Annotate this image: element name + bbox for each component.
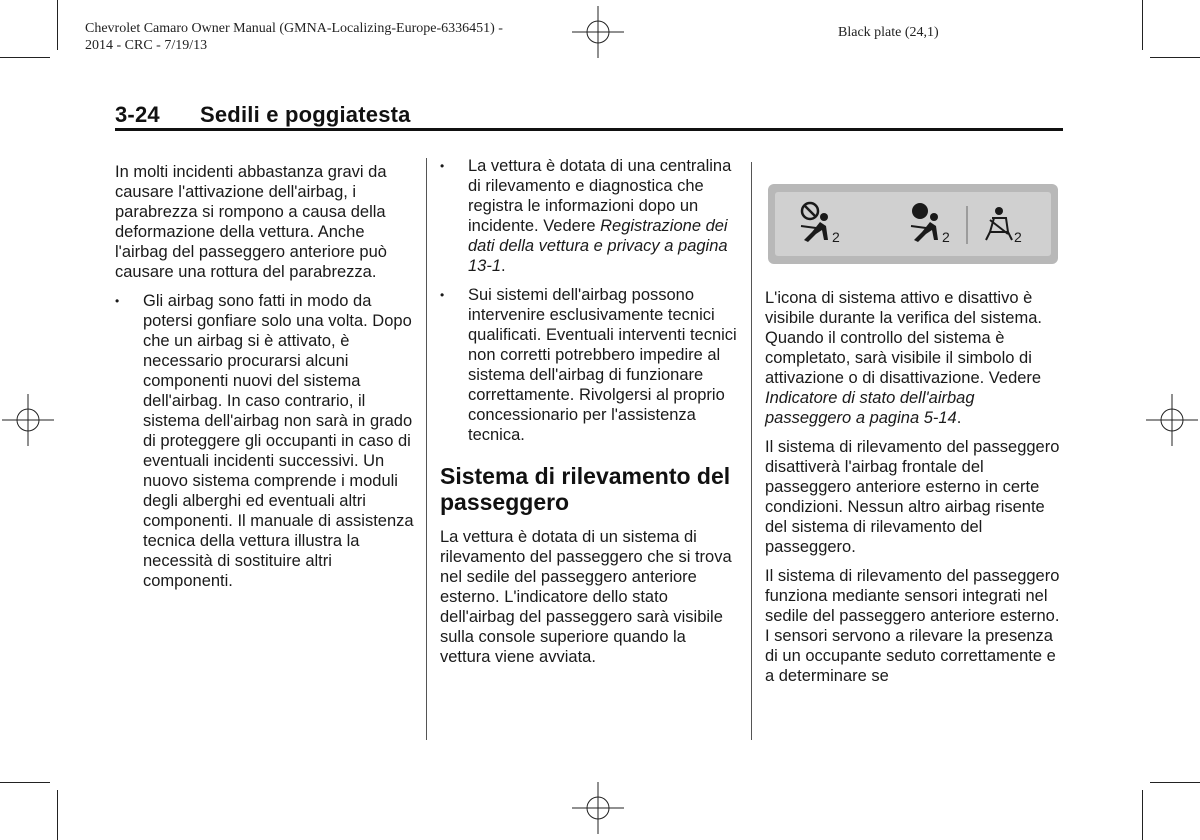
indicator-icons [768,184,1058,264]
registration-mark-left [0,390,60,450]
registration-mark-bottom [568,778,628,838]
section-heading [115,102,411,128]
airbag-status-indicator-image [768,184,1058,264]
crop-mark [0,57,50,58]
column-3 [765,288,1065,695]
column-divider [426,158,427,740]
crop-mark [1150,782,1200,783]
crop-mark [1142,0,1143,50]
header-line-2: 2014 - CRC - 7/19/13 [85,38,208,53]
bullet-item [115,291,415,591]
column-divider [751,162,752,740]
crop-mark [1142,790,1143,840]
cross-reference: Registrazione dei dati della vettura e privacy a pagina 13-1 [468,217,728,275]
body-paragraph [765,288,1065,428]
cross-reference: Indicatore di stato dell'airbag passeggero a pagina 5-14 [765,389,975,427]
bullet-glyph: • [115,294,120,308]
column-1 [115,162,415,600]
bullet-text: Sui sistemi dell'airbag possono intervenire esclusivamente tecnici qualificati. Eventuali interventi tecnici non corretti potrebbero impedire al sistema dell'airbag di funzionare correttamente. Rivolgersi al proprio concessionario per l'assistenza tecnica. [468,286,737,444]
crop-mark [1150,57,1200,58]
intro-paragraph: In molti incidenti abbastanza gravi da causare l'attivazione dell'airbag, i parabrezza si rompono a causa della deformazione della vettura. Anche l'airbag del passeggero anteriore può causare una rottura del parabrezza. [115,163,387,281]
seatbelt-icon [986,207,1012,240]
plate-label: Black plate (24,1) [838,25,939,40]
body-text-end: . [956,409,962,427]
heading-rule [115,128,1063,131]
body-paragraph: Il sistema di rilevamento del passeggero disattiverà l'airbag frontale del passeggero anteriore esterno in certe condizioni. Nessun altro airbag risente del sistema di rilevamento del passeggero. [765,438,1060,556]
body-paragraph: Il sistema di rilevamento del passeggero funziona mediante sensori integrati nel sedile del passeggero anteriore esterno. I sensori servono a rilevare la presenza di un occupante seduto correttamente e a determinare se [765,567,1060,685]
airbag-off-icon [801,203,828,242]
subheading: Sistema di rilevamento del passeggero [440,463,731,515]
column-2 [440,156,740,676]
document-header [85,20,503,54]
bullet-text-end: . [501,257,506,275]
crop-mark [0,782,50,783]
body-paragraph: La vettura è dotata di un sistema di rilevamento del passeggero che si trova nel sedile del passeggero anteriore esterno. L'indicatore dello stato dell'airbag del passeggero sarà visibile sulla console superiore quando la vettura viene avviata. [440,528,732,666]
page-number: 3-24 [115,102,160,127]
bullet-item [440,156,740,276]
indicator-subscript: 2 [942,229,950,245]
bullet-item [440,285,740,445]
registration-mark-top [568,2,628,62]
header-line-1: Chevrolet Camaro Owner Manual (GMNA-Localizing-Europe-6336451) - [85,21,503,36]
crop-mark [57,790,58,840]
section-title: Sedili e poggiatesta [200,102,411,127]
bullet-glyph: • [440,159,445,173]
registration-mark-right [1142,390,1200,450]
bullet-text: Gli airbag sono fatti in modo da potersi gonfiare solo una volta. Dopo che un airbag si è attivato, è necessario procurarsi alcuni componenti nuovi del sistema dell'airbag. In caso contrario, il sistema dell'airbag non sarà in grado di proteggere gli occupanti in caso di eventuali incidenti successivi. Un nuovo sistema comprende i moduli degli alberghi ed eventuali altri componenti. Il manuale di assistenza tecnica della vettura illustra la necessità di sostituire altri componenti. [143,292,414,590]
bullet-glyph: • [440,288,445,302]
crop-mark [57,0,58,50]
body-text: L'icona di sistema attivo e disattivo è visibile durante la verifica del sistema. Quando il controllo del sistema è completato, sarà visibile il simbolo di attivazione o di disattivazione. Vedere [765,289,1042,387]
indicator-subscript: 2 [1014,229,1022,245]
indicator-subscript: 2 [832,229,840,245]
airbag-on-icon [911,203,938,242]
bullet-text: La vettura è dotata di una centralina di rilevamento e diagnostica che registra le informazioni dopo un incidente. Vedere [468,157,732,235]
